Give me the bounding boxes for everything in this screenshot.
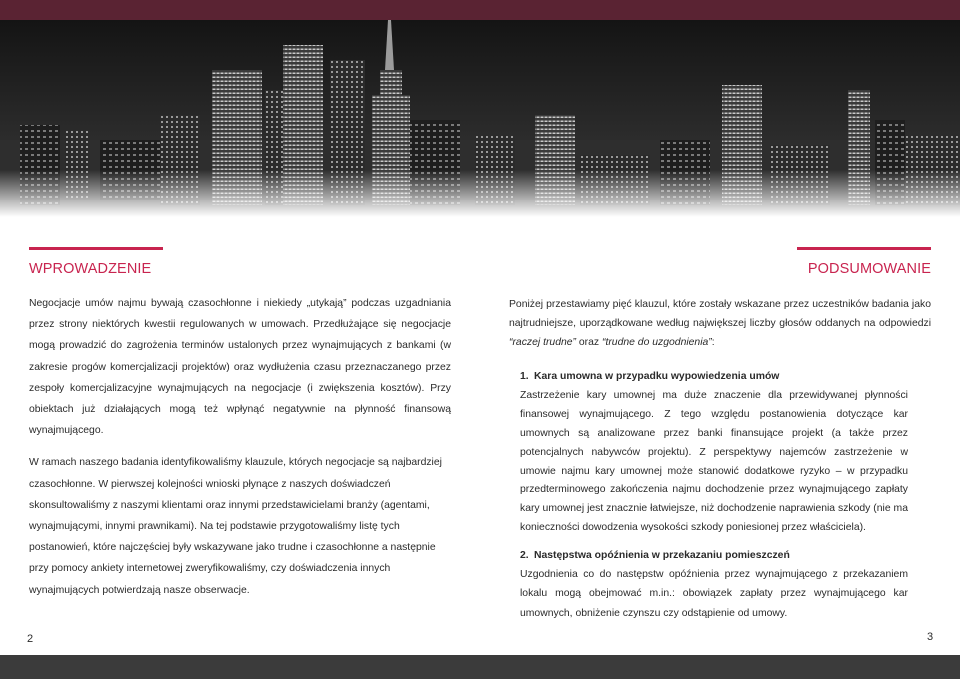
summary-item-1 [520,368,908,538]
bottom-color-bar [0,655,960,679]
right-heading-rule [797,247,931,250]
left-section-title: WPROWADZENIE [29,261,152,277]
intro-paragraph-2: W ramach naszego badania identyfikowaliśmy klauzule, których negocjacje są najbardziej czasochłonne. W pierwszej kolejności wnioski płynące z naszych doświadczeń skonsultowaliśmy z naszymi klientami oraz innymi przedstawicielami branży (agentami, wynajmującymi, innymi prawnikami). Na tej podstawie przygotowaliśmy listę tych postanowień, które najczęściej były wskazywane jako trudne i czasochłonne a następnie przy pomocy ankiety internetowej zweryfikowaliśmy, czy doświadczenia innych wynajmujących potwierdzają nasze obserwacje. [29,457,442,596]
top-color-bar [0,0,960,20]
right-section-title: PODSUMOWANIE [807,261,931,277]
summary-intro: Poniżej przestawiamy pięć klauzul, które zostały wskazane przez uczestników badania jako najtrudniejsze, uporządkowane według największej liczby głosów oddanych na odpowiedzi “raczej trudne” oraz “trudne do uzgodnienia”: [509,299,931,348]
item-1-body: Zastrzeżenie kary umownej ma duże znaczenie dla przewidywanej płynności finansowej wynajmującego. Z tego względu postanowienia dotyczące kar umownych są analizowane przez banki finansujące projekt (a także przez potencjalnych nabywców projektu). Z perspektywy najemców zastrzeżenie w umowie najmu kary umownej może stanowić dodatkowe ryzyko – w przypadku przedterminowego zakończenia najmu dochodzenie przez wynajmującego zapłaty kary umownej jest znacznie łatwiejsze, niż dochodzenie naprawienia szkody (nie ma konieczności dowodzenia wysokości szkody poniesionej przez właściciela). [520,389,908,534]
item-2-body: Uzgodnienia co do następstw opóźnienia przez wynajmującego z przekazaniem lokalu mogą obejmować m.in.: obowiązek zapłaty przez wynajmującego kar umownych, obniżenie czynszu czy odstąpienie od umowy. [520,569,908,619]
summary-item-2 [520,546,908,623]
item-1-title: 1. Kara umowna w przypadku wypowiedzenia umów [520,371,780,382]
city-skyline-photo [0,20,960,217]
left-heading-rule [29,247,163,250]
right-text-column [509,296,931,352]
skyline-illustration [0,20,960,217]
page-number-left: 2 [27,633,34,645]
intro-paragraph-1: Negocjacje umów najmu bywają czasochłonne i niekiedy „utykają” podczas uzgadniania przez strony niektórych kwestii regulowanych w umowach. Przedłużające się negocjacje mogą prowadzić do zagrożenia terminów ustalonych przez wynajmujących z bankami (w zakresie progów komercjalizacji projektów) oraz wydłużenia czasu przeznaczanego przez zespoły komercjalizacyjne wynajmujących na negocjacje (i zwiększenia kosztów). Przy obiektach już działających mogą też wpłynąć negatywnie na płynność finansową wynajmującego. [29,298,451,437]
item-2-title: 2. Następstwa opóźnienia w przekazaniu pomieszczeń [520,550,790,561]
left-text-column [29,293,451,601]
page-number-right: 3 [927,631,934,643]
